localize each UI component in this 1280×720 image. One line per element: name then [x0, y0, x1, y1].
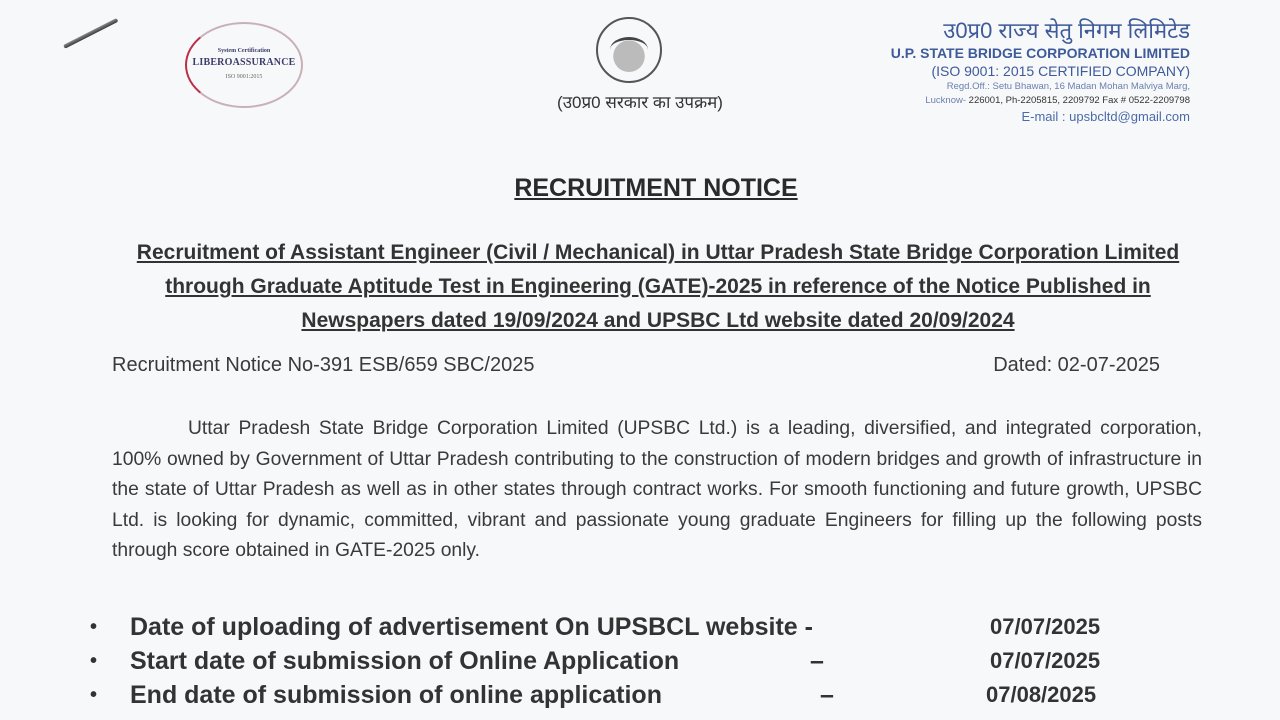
reference-line: [112, 354, 1160, 377]
date-value: 07/07/2025: [990, 614, 1101, 639]
email: E-mail : upsbcltd@gmail.com: [1021, 109, 1190, 124]
intro-paragraph: Uttar Pradesh State Bridge Corporation Limited (UPSBC Ltd.) is a leading, diversified, and integrated corporation, 100% owned by Government of Uttar Pradesh contributing to the construction of modern bridges and growth of infrastructure in the state of Uttar Pradesh as well as in other states through contract works. For smooth functioning and future growth, UPSBC Ltd. is looking for dynamic, committed, vibrant and passionate young graduate Engineers for filling up the following posts through score obtained in GATE-2025 only.: [112, 418, 1202, 561]
separator: –: [820, 680, 834, 709]
address-contact: 226001, Ph-2205815, 2209792 Fax # 0522-2209798: [968, 95, 1190, 106]
date-item-upload: [90, 610, 1190, 644]
cert-line1: System Certification: [217, 48, 271, 54]
date-item-start: [90, 644, 1190, 678]
letterhead: [891, 18, 1190, 126]
iso-certified: (ISO 9001: 2015 CERTIFIED COMPANY): [931, 63, 1190, 79]
address-city: Lucknow-: [925, 95, 969, 106]
bullet-icon: •: [90, 615, 98, 638]
bullet-icon: •: [90, 649, 98, 672]
date-label: Date of uploading of advertisement On UPSBCL website -: [130, 612, 813, 641]
notice-title: RECRUITMENT NOTICE: [514, 174, 798, 202]
date-item-end: [90, 678, 1190, 712]
notice-number: Recruitment Notice No-391 ESB/659 SBC/2025: [112, 354, 535, 376]
notice-date: Dated: 02-07-2025: [993, 354, 1160, 376]
bullet-icon: •: [90, 683, 98, 706]
emblem-caption: (उ0प्र0 सरकार का उपक्रम): [557, 93, 723, 112]
separator: –: [810, 646, 824, 675]
date-value: 07/07/2025: [990, 648, 1101, 673]
cert-line2: LIBEROASSURANCE: [192, 57, 296, 68]
org-name-english: U.P. STATE BRIDGE CORPORATION LIMITED: [890, 45, 1190, 61]
date-label: End date of submission of online application: [130, 680, 662, 709]
important-dates-list: [90, 610, 1190, 712]
cert-line3: ISO 9001:2015: [225, 74, 263, 80]
iso-certification-badge: [185, 22, 303, 108]
corporation-emblem-icon: [596, 17, 662, 83]
date-label: Start date of submission of Online Application: [130, 646, 680, 675]
date-value: 07/08/2025: [986, 682, 1097, 707]
address-line1: Regd.Off.: Setu Bhawan, 16 Madan Mohan Malviya Marg,: [946, 81, 1190, 92]
org-name-hindi: उ0प्र0 राज्य सेतु निगम लिमिटेड: [943, 18, 1190, 43]
notice-subtitle: Recruitment of Assistant Engineer (Civil / Mechanical) in Uttar Pradesh State Bridge Corporation Limited through Graduate Aptitude Test in Engineering (GATE)-2025 in reference of the Notice Published in Newspapers dated 19/09/2024 and UPSBC Ltd website dated 20/09/2024: [136, 241, 1180, 332]
address-line2: [891, 94, 1190, 108]
pen-mark: [63, 18, 118, 49]
